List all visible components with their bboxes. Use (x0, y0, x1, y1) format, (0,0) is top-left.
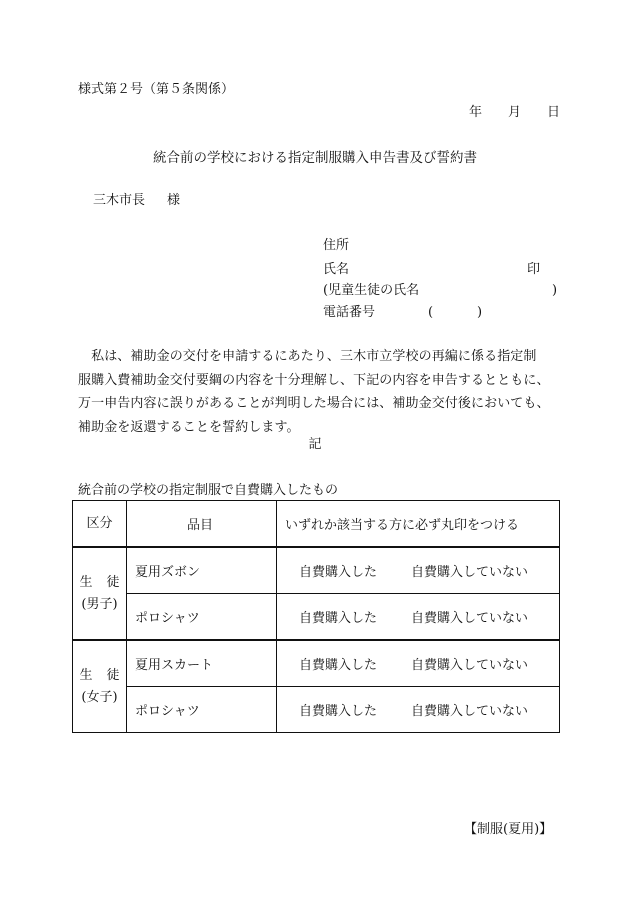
option-not-purchased[interactable]: 自費購入していない (411, 704, 529, 719)
pledge-body (78, 345, 558, 439)
date-year: 年 (469, 105, 483, 120)
name-label: 氏名 (323, 262, 350, 277)
choice-cell[interactable] (277, 687, 560, 733)
pledge-line: 万一申告内容に誤りがあることが判明した場合には、補助金交付後においても、 (78, 396, 550, 411)
ki-heading: 記 (308, 437, 322, 452)
header-category: 区分 (73, 501, 127, 548)
category-char: 生 (79, 574, 93, 590)
footer-tag: 【制服(夏用)】 (464, 822, 553, 837)
phone-paren-open: ( (428, 305, 434, 320)
table-header-row (73, 501, 560, 548)
table-row (73, 640, 560, 687)
header-choice: いずれか該当する方に必ず丸印をつける (277, 501, 560, 548)
date-day: 日 (547, 105, 561, 120)
table-row (73, 687, 560, 733)
item-name: 夏用ズボン (127, 547, 277, 594)
table-row (73, 547, 560, 594)
category-gender: (女子) (81, 689, 118, 705)
option-not-purchased[interactable]: 自費購入していない (411, 611, 529, 626)
option-purchased[interactable]: 自費購入した (299, 658, 378, 673)
item-name: 夏用スカート (127, 640, 277, 687)
address-label: 住所 (323, 238, 350, 253)
item-name: ポロシャツ (127, 594, 277, 641)
pledge-line: 服購入費補助金交付要綱の内容を十分理解し、下記の内容を申告するとともに、 (78, 372, 550, 388)
table-caption: 統合前の学校の指定制服で自費購入したもの (78, 483, 339, 498)
option-not-purchased[interactable]: 自費購入していない (411, 565, 529, 580)
choice-cell[interactable] (277, 640, 560, 687)
student-name-label: (児童生徒の氏名 (323, 283, 420, 298)
option-purchased[interactable]: 自費購入した (299, 704, 378, 719)
option-purchased[interactable]: 自費購入した (299, 565, 378, 580)
category-gender: (男子) (81, 596, 118, 612)
category-char: 徒 (106, 574, 120, 590)
option-purchased[interactable]: 自費購入した (299, 611, 378, 626)
pledge-line: 私は、補助金の交付を申請するにあたり、三木市立学校の再編に係る指定制 (78, 349, 537, 364)
category-male-students (73, 547, 127, 640)
student-name-close: ) (552, 283, 558, 298)
addressee-honorific: 様 (167, 193, 181, 208)
date-month: 月 (508, 105, 522, 120)
purchase-table (72, 500, 560, 733)
phone-label: 電話番号 (323, 305, 376, 320)
option-not-purchased[interactable]: 自費購入していない (411, 658, 529, 673)
category-char: 徒 (106, 667, 120, 683)
pledge-line: 補助金を返還することを誓約します。 (78, 419, 300, 435)
seal-mark: 印 (527, 262, 541, 277)
category-char: 生 (79, 667, 93, 683)
addressee-name: 三木市長 (93, 193, 146, 208)
category-female-students (73, 640, 127, 733)
choice-cell[interactable] (277, 594, 560, 641)
header-item: 品目 (127, 501, 277, 548)
item-name: ポロシャツ (127, 687, 277, 733)
date-line (469, 106, 560, 119)
addressee (93, 194, 180, 207)
phone-paren-close: ) (477, 305, 483, 320)
form-number: 様式第２号（第５条関係） (78, 82, 235, 97)
choice-cell[interactable] (277, 547, 560, 594)
table-row (73, 594, 560, 641)
document-title: 統合前の学校における指定制服購入申告書及び誓約書 (153, 150, 477, 166)
